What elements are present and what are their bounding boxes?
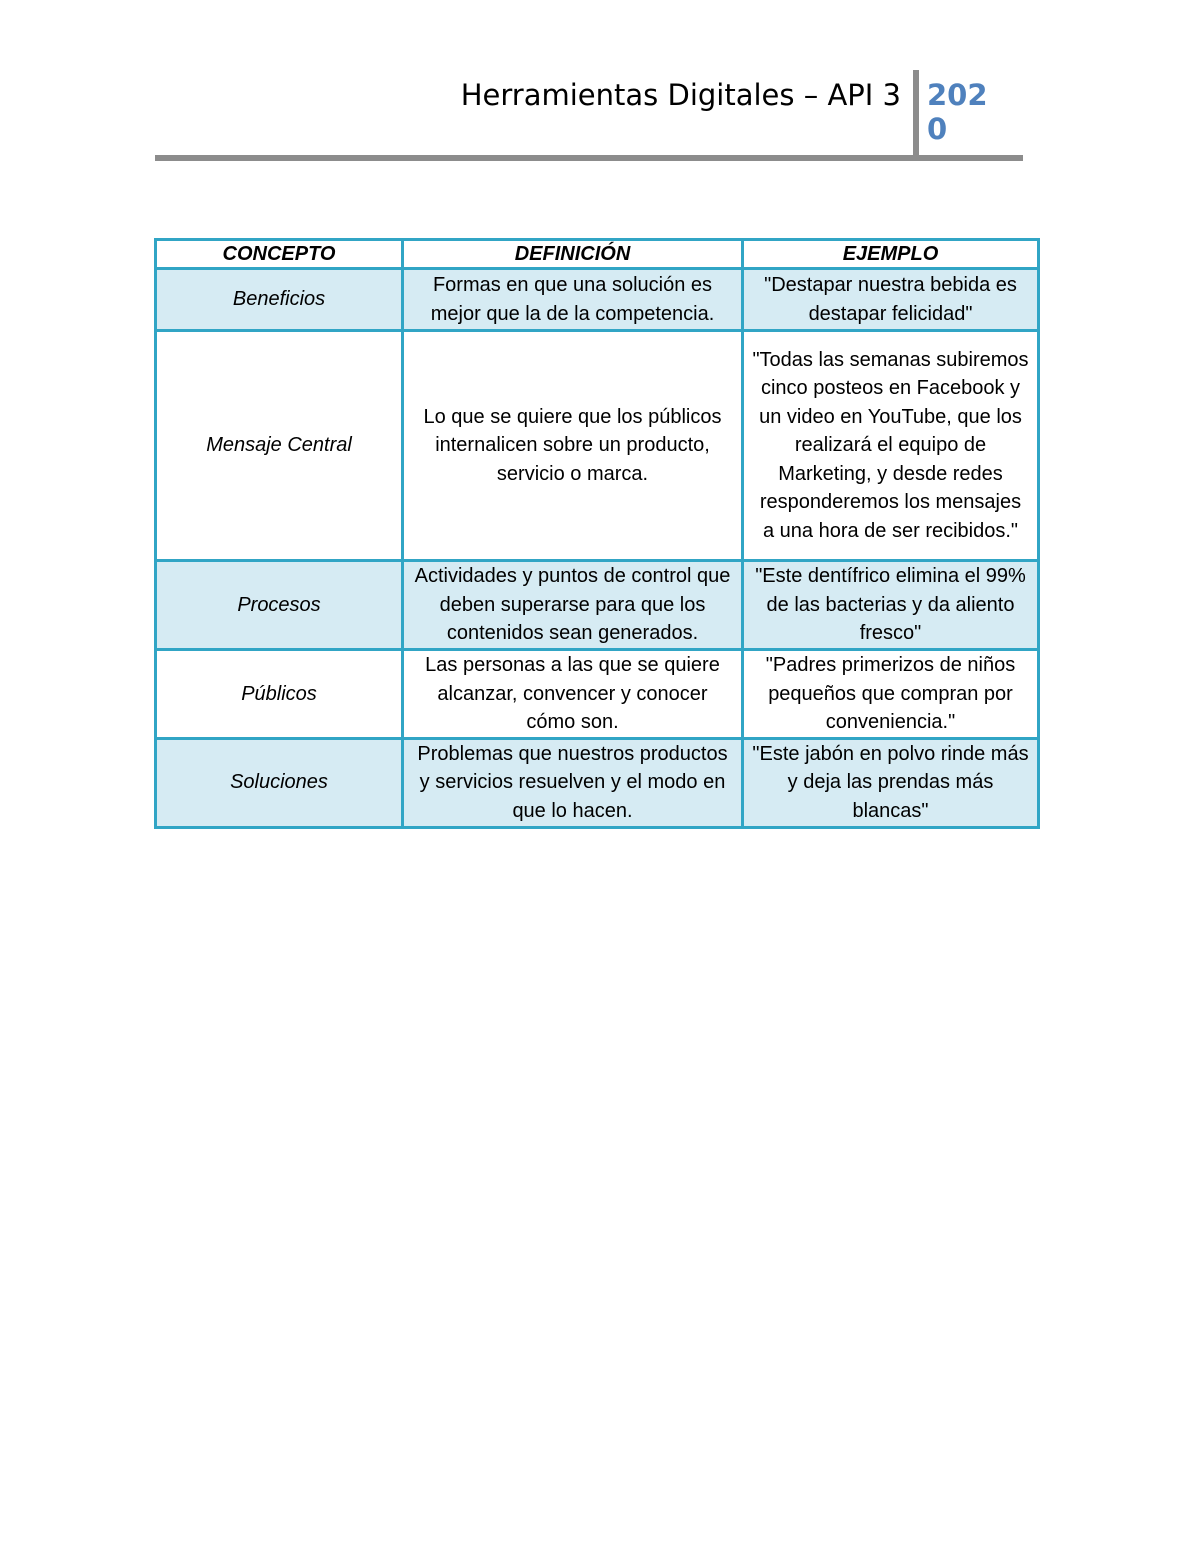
concept-cell: Soluciones	[156, 738, 403, 827]
table-row	[156, 269, 1039, 331]
table-row	[156, 331, 1039, 561]
column-header-definicion: DEFINICIÓN	[403, 240, 743, 269]
example-cell: "Todas las semanas subiremos cinco posteos en Facebook y un video en YouTube, que los realizará el equipo de Marketing, y desde redes responderemos los mensajes a una hora de ser recibidos."	[743, 331, 1039, 561]
page-header	[155, 70, 1023, 162]
definition-cell: Actividades y puntos de control que deben superarse para que los contenidos sean generados.	[403, 561, 743, 650]
concepts-table	[154, 238, 1040, 829]
table-row	[156, 738, 1039, 827]
definition-cell: Formas en que una solución es mejor que la de la competencia.	[403, 269, 743, 331]
concept-cell: Públicos	[156, 650, 403, 739]
table-header-row	[156, 240, 1039, 269]
example-cell: "Este jabón en polvo rinde más y deja las prendas más blancas"	[743, 738, 1039, 827]
column-header-concepto: CONCEPTO	[156, 240, 403, 269]
header-rule	[155, 155, 1023, 161]
definition-cell: Las personas a las que se quiere alcanzar, convencer y conocer cómo son.	[403, 650, 743, 739]
header-divider	[913, 70, 919, 156]
document-title: Herramientas Digitales – API 3	[460, 78, 901, 112]
table-row	[156, 561, 1039, 650]
concept-cell: Mensaje Central	[156, 331, 403, 561]
definition-cell: Problemas que nuestros productos y servicios resuelven y el modo en que lo hacen.	[403, 738, 743, 827]
column-header-ejemplo: EJEMPLO	[743, 240, 1039, 269]
document-year: 2020	[927, 78, 988, 146]
example-cell: "Padres primerizos de niños pequeños que compran por conveniencia."	[743, 650, 1039, 739]
table-row	[156, 650, 1039, 739]
definition-cell: Lo que se quiere que los públicos internalicen sobre un producto, servicio o marca.	[403, 331, 743, 561]
concept-cell: Beneficios	[156, 269, 403, 331]
example-cell: "Este dentífrico elimina el 99% de las bacterias y da aliento fresco"	[743, 561, 1039, 650]
example-cell: "Destapar nuestra bebida es destapar felicidad"	[743, 269, 1039, 331]
concept-cell: Procesos	[156, 561, 403, 650]
